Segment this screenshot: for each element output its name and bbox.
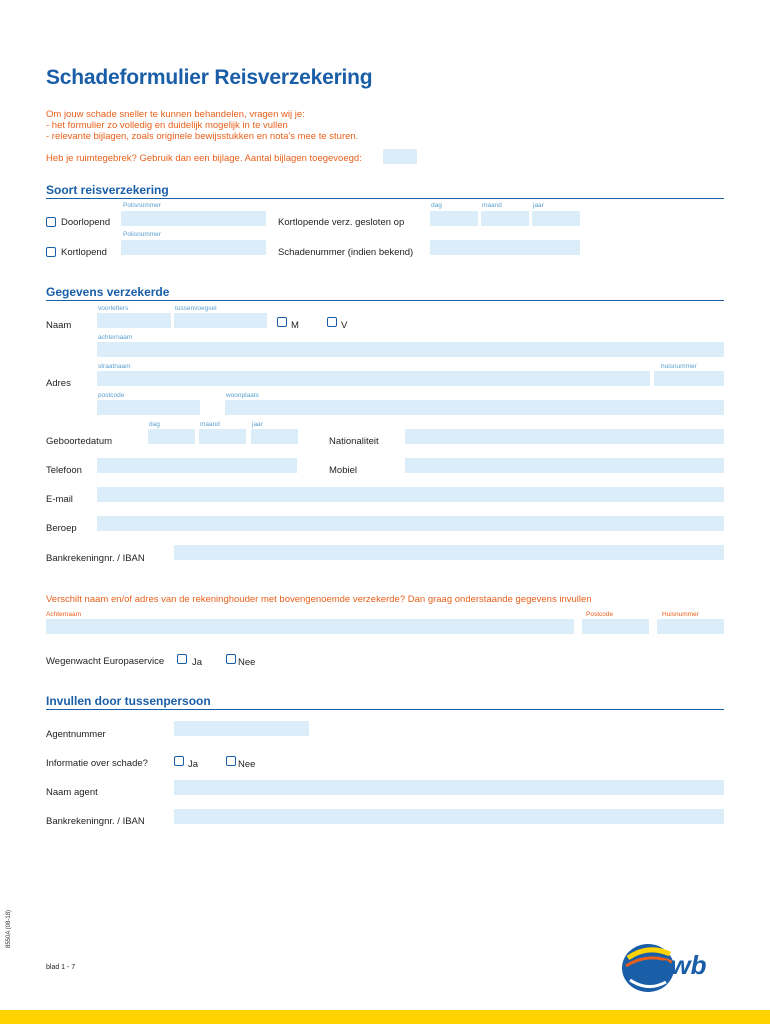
section-divider <box>46 709 724 710</box>
section-divider <box>46 300 724 301</box>
section-divider <box>46 198 724 199</box>
nationaliteit-label: Nationaliteit <box>329 436 379 447</box>
mobiel-label: Mobiel <box>329 465 357 476</box>
informatie-nee-checkbox[interactable] <box>226 756 236 766</box>
geboorte-dag-label: dag <box>149 421 160 428</box>
geboorte-dag-input[interactable] <box>148 429 195 444</box>
straatnaam-label: straatnaam <box>98 363 131 370</box>
anwb-logo <box>618 940 728 1000</box>
rekeninghouder-postcode-input[interactable] <box>582 619 649 634</box>
geboorte-jaar-input[interactable] <box>251 429 298 444</box>
attachments-count-input[interactable] <box>383 149 417 164</box>
iban-input[interactable] <box>174 545 724 560</box>
wegenwacht-ja-label: Ja <box>192 657 203 668</box>
attachments-note: Heb je ruimtegebrek? Gebruik dan een bijlage. Aantal bijlagen toegevoegd: <box>46 153 362 164</box>
email-input[interactable] <box>97 487 724 502</box>
telefoon-label: Telefoon <box>46 465 82 476</box>
postcode-input[interactable] <box>97 400 200 415</box>
woonplaats-label: woonplaats <box>226 392 259 399</box>
gesloten-maand-label: maand <box>482 202 502 209</box>
voorletters-label: voorletters <box>98 305 129 312</box>
beroep-input[interactable] <box>97 516 724 531</box>
rekeninghouder-question: Verschilt naam en/of adres van de rekeninghouder met bovengenoemde verzekerde? Dan graag onderstaande gegevens invullen <box>46 594 592 605</box>
rekeninghouder-huisnummer-label: Huisnummer <box>662 611 699 618</box>
doorlopend-label: Doorlopend <box>61 217 111 228</box>
schadenummer-label: Schadenummer (indien bekend) <box>278 247 414 258</box>
wegenwacht-label: Wegenwacht Europaservice <box>46 656 165 667</box>
form-code: 8550A (08-18) <box>6 909 12 948</box>
geboorte-maand-label: maand <box>200 421 220 428</box>
geboorte-jaar-label: jaar <box>252 421 263 428</box>
wegenwacht-nee-label: Nee <box>238 657 256 668</box>
intro-line-1: Om jouw schade sneller te kunnen behandelen, vragen wij je: <box>46 109 305 120</box>
naam-agent-input[interactable] <box>174 780 724 795</box>
gesloten-dag-label: dag <box>431 202 442 209</box>
woonplaats-input[interactable] <box>225 400 724 415</box>
polisnummer-label-1: Polisnummer <box>123 202 161 209</box>
kortlopend-gesloten-label: Kortlopende verz. gesloten op <box>278 217 405 228</box>
postcode-label: postcode <box>98 392 125 399</box>
tussenvoegsel-input[interactable] <box>174 313 267 328</box>
adres-label: Adres <box>46 378 71 389</box>
schadenummer-input[interactable] <box>430 240 580 255</box>
intro-line-2: - het formulier zo volledig en duidelijk mogelijk in te vullen <box>46 120 288 131</box>
informatie-label: Informatie over schade? <box>46 758 148 769</box>
gender-m-label: M <box>291 320 299 331</box>
voorletters-input[interactable] <box>97 313 171 328</box>
beroep-label: Beroep <box>46 523 77 534</box>
gender-v-label: V <box>341 320 348 331</box>
informatie-ja-label: Ja <box>188 759 199 770</box>
informatie-nee-label: Nee <box>238 759 256 770</box>
agentnummer-input[interactable] <box>174 721 309 736</box>
telefoon-input[interactable] <box>97 458 297 473</box>
tussenvoegsel-label: tussenvoegsel <box>175 305 217 312</box>
intro-line-3: - relevante bijlagen, zoals originele bewijsstukken en nota's mee te sturen. <box>46 131 359 142</box>
rekeninghouder-huisnummer-input[interactable] <box>657 619 724 634</box>
page-number: blad 1 - 7 <box>46 964 76 971</box>
section-soort-heading: Soort reisverzekering <box>46 183 169 197</box>
geboorte-maand-input[interactable] <box>199 429 246 444</box>
anwb-logo-text: anwb <box>640 950 707 980</box>
polisnummer-kortlopend-input[interactable] <box>121 240 266 255</box>
huisnummer-label: huisnummer <box>661 363 697 370</box>
gesloten-jaar-input[interactable] <box>532 211 580 226</box>
agentnummer-label: Agentnummer <box>46 729 106 740</box>
rekeninghouder-postcode-label: Postcode <box>586 611 614 618</box>
nationaliteit-input[interactable] <box>405 429 724 444</box>
rekeninghouder-achternaam-label: Achternaam <box>46 611 82 618</box>
gesloten-maand-input[interactable] <box>481 211 529 226</box>
polisnummer-label-2: Polisnummer <box>123 231 161 238</box>
tussenpersoon-iban-input[interactable] <box>174 809 724 824</box>
gesloten-dag-input[interactable] <box>430 211 478 226</box>
gender-m-checkbox[interactable] <box>277 317 287 327</box>
gender-v-checkbox[interactable] <box>327 317 337 327</box>
section-verzekerde-heading: Gegevens verzekerde <box>46 285 170 299</box>
achternaam-label: achternaam <box>98 334 133 341</box>
wegenwacht-ja-checkbox[interactable] <box>177 654 187 664</box>
wegenwacht-nee-checkbox[interactable] <box>226 654 236 664</box>
doorlopend-checkbox[interactable] <box>46 217 56 227</box>
email-label: E-mail <box>46 494 73 505</box>
footer-bar <box>0 1010 770 1024</box>
section-tussenpersoon-heading: Invullen door tussenpersoon <box>46 694 211 708</box>
iban-label: Bankrekeningnr. / IBAN <box>46 553 145 564</box>
tussenpersoon-iban-label: Bankrekeningnr. / IBAN <box>46 816 145 827</box>
huisnummer-input[interactable] <box>654 371 724 386</box>
geboortedatum-label: Geboortedatum <box>46 436 113 447</box>
naam-agent-label: Naam agent <box>46 787 98 798</box>
mobiel-input[interactable] <box>405 458 724 473</box>
kortlopend-checkbox[interactable] <box>46 247 56 257</box>
rekeninghouder-achternaam-input[interactable] <box>46 619 574 634</box>
informatie-ja-checkbox[interactable] <box>174 756 184 766</box>
gesloten-jaar-label: jaar <box>533 202 544 209</box>
polisnummer-doorlopend-input[interactable] <box>121 211 266 226</box>
straatnaam-input[interactable] <box>97 371 650 386</box>
naam-label: Naam <box>46 320 72 331</box>
achternaam-input[interactable] <box>97 342 724 357</box>
page-title: Schadeformulier Reisverzekering <box>46 66 373 89</box>
kortlopend-label: Kortlopend <box>61 247 107 258</box>
